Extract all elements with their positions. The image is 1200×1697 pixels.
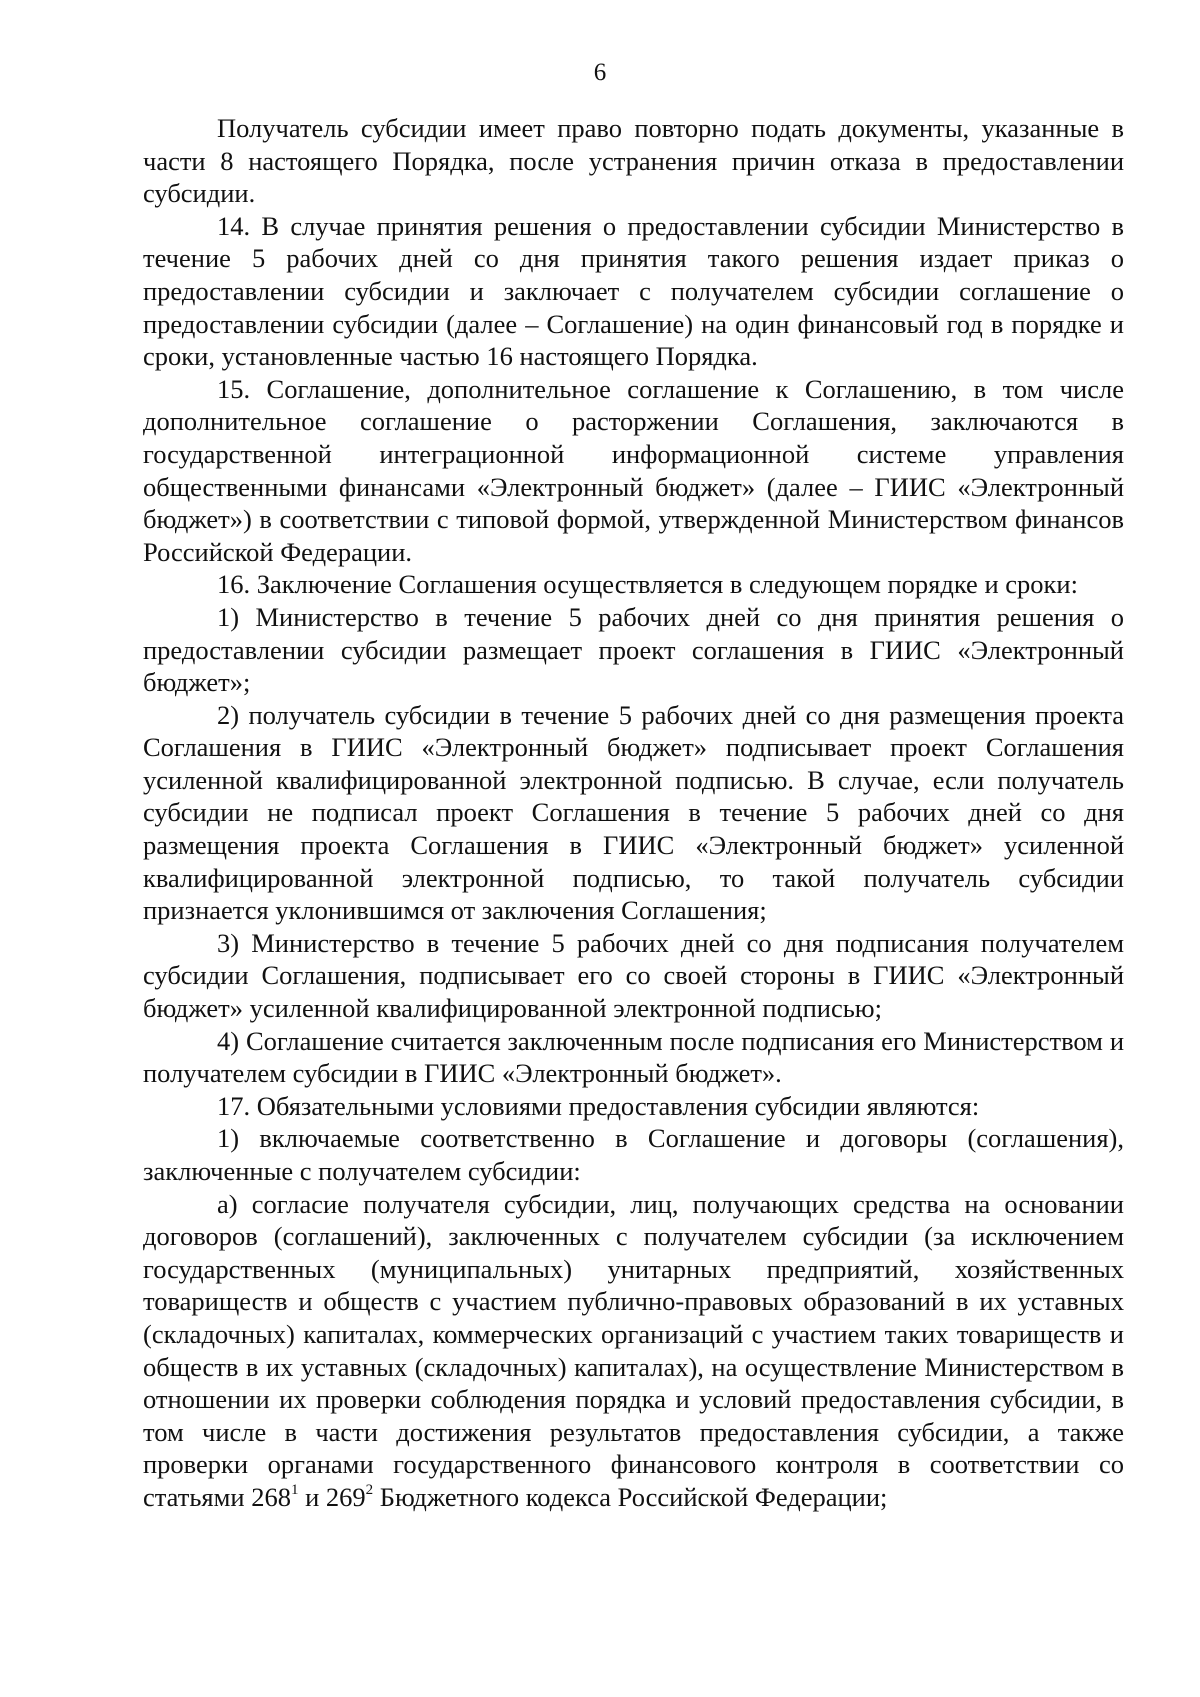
article-269-superscript: 2 (365, 1482, 374, 1499)
article-268: 268 (251, 1481, 291, 1512)
article-268-superscript: 1 (290, 1482, 299, 1499)
paragraph-17-item-1: 1) включаемые соответственно в Соглашение и договоры (соглашения), заключенные с получателем субсидии: (143, 1123, 1124, 1186)
paragraph-15: 15. Соглашение, дополнительное соглашение к Соглашению, в том числе дополнительное соглашение о расторжении Соглашения, заключаются в государственной интеграционной информационной системе управления общественными финансами «Электронный бюджет» (далее – ГИИС «Электронный бюджет») в соответствии с типовой формой, утвержденной Министерством финансов Российской Федерации. (143, 373, 1124, 567)
paragraph-resubmission: Получатель субсидии имеет право повторно подать документы, указанные в части 8 настоящего Порядка, после устранения причин отказа в предоставлении субсидии. (143, 113, 1124, 209)
budget-code-reference: Бюджетного кодекса Российской Федерации; (373, 1481, 888, 1512)
document-body (143, 112, 1124, 1514)
paragraph-16-item-4: 4) Соглашение считается заключенным после подписания его Министерством и получателем субсидии в ГИИС «Электронный бюджет». (143, 1025, 1124, 1089)
conjunction-and: и (298, 1481, 326, 1512)
paragraph-17-item-1-a (143, 1188, 1124, 1514)
paragraph-16-item-2: 2) получатель субсидии в течение 5 рабочих дней со дня размещения проекта Соглашения в ГИИС «Электронный бюджет» подписывает проект Соглашения усиленной квалифицированной электронной подписью. В случае, если получатель субсидии не подписал проект Соглашения в течение 5 рабочих дней со дня размещения проекта Соглашения в ГИИС «Электронный бюджет» усиленной квалифицированной электронной подписью, то такой получатель субсидии признается уклонившимся от заключения Соглашения; (143, 699, 1124, 926)
paragraph-16-item-1: 1) Министерство в течение 5 рабочих дней со дня принятия решения о предоставлении субсидии размещает проект соглашения в ГИИС «Электронный бюджет»; (143, 601, 1124, 698)
page-number: 6 (593, 59, 607, 86)
paragraph-16-item-3: 3) Министерство в течение 5 рабочих дней со дня подписания получателем субсидии Соглашения, подписывает его со своей стороны в ГИИС «Электронный бюджет» усиленной квалифицированной электронной подписью; (143, 927, 1124, 1024)
paragraph-17-a-text: а) согласие получателя субсидии, лиц, получающих средства на основании договоров (соглашений), заключенных с получателем субсидии (за исключением государственных (муниципальных) унитарных предприятий, хозяйственных товариществ и обществ с участием публично-правовых образований в их уставных (складочных) капиталах, коммерческих организаций с участием таких товариществ и обществ в их уставных (складочных) капиталах), на осуществление Министерством в отношении их проверки соблюдения порядка и условий предоставления субсидии, в том числе в части достижения результатов предоставления субсидии, а также проверки органами государственного финансового контроля в соответствии со статьями (143, 1188, 1124, 1512)
paragraph-17: 17. Обязательными условиями предоставления субсидии являются: (217, 1090, 980, 1121)
paragraph-16: 16. Заключение Соглашения осуществляется в следующем порядке и сроки: (217, 569, 1078, 600)
article-269: 269 (325, 1481, 366, 1512)
paragraph-14: 14. В случае принятия решения о предоставлении субсидии Министерство в течение 5 рабочих дней со дня принятия такого решения издает приказ о предоставлении субсидии и заключает с получателем субсидии соглашение о предоставлении субсидии (далее – Соглашение) на один финансовый год в порядке и сроки, установленные частью 16 настоящего Порядка. (143, 210, 1124, 372)
